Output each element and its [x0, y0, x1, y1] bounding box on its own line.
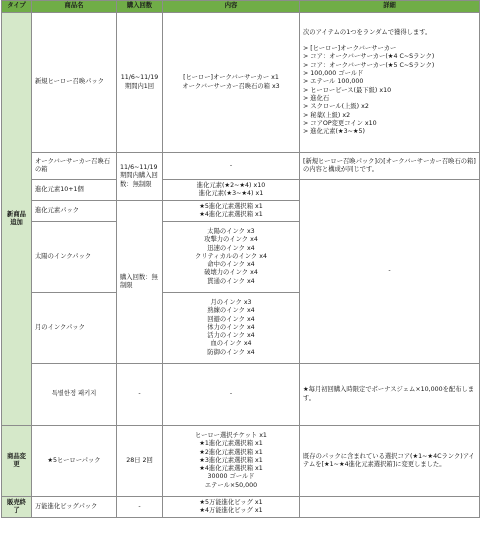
product-name: ★5ヒーローパック [32, 426, 117, 497]
product-name: 月のインクパック [32, 293, 117, 364]
content-cell: [ヒーロー]オークバーサーカー x1 オークバーサーカー召喚石の箱 x3 [163, 13, 300, 153]
table-row [2, 13, 480, 153]
product-name: 新規ヒーロー召喚パック [32, 13, 117, 153]
content-cell: 月のインク x3 熟練のインク x4 回避のインク x4 体力のインク x4 活力のインク x4 血のインク x4 防御のインク x4 [163, 293, 300, 364]
header-count: 購入回数 [117, 1, 163, 13]
header-detail: 詳細 [300, 1, 480, 13]
content-cell: 太陽のインク x3 攻撃力のインク x4 迅速のインク x4 クリティカルのインク x4 命中のインク x4 破壊力のインク x4 貫通のインク x4 [163, 222, 300, 293]
type-changed: 商品変更 [2, 426, 32, 497]
content-cell: ★5万能進化ビッグ x1 ★4万能進化ビッグ x1 [163, 497, 300, 518]
table-row [2, 426, 480, 497]
purchase-count: 28日 2回 [117, 426, 163, 497]
type-new: 新商品追加 [2, 13, 32, 426]
header-type: タイプ [2, 1, 32, 13]
detail-cell: 次のアイテムの1つをランダムで獲得します。 > [ヒーロー]オークバーサーカー > コア：オークバーサーカー(★4 C~Sランク) > コア：オークバーサーカー(★5 C~Sランク) > 100,000 ゴールド > エテール 100,000 > ヒーローピース(最下級) x10 > 進化石 > スクロール(上級) x2 > 秘薬(上級) x2 > コアOP変更コイン x10 > 進化元素(★3~★5) [300, 13, 480, 153]
table-row [2, 153, 480, 180]
purchase-count: 11/6~11/19 期間内1回 [117, 13, 163, 153]
detail-cell: ★毎月初回購入時限定でボーナスジェム×10,000を配布します。 [300, 364, 480, 426]
content-cell: ヒーロー選択チケット x1 ★1進化元素選択箱 x1 ★2進化元素選択箱 x1 ★3進化元素選択箱 x1 ★4進化元素選択箱 x1 30000 ゴールド エテール×50,000 [163, 426, 300, 497]
content-cell: - [163, 153, 300, 180]
purchase-count: 11/6~11/19 期間内購入回数：無制限 [117, 153, 163, 201]
table-row [2, 364, 480, 426]
header-content: 内容 [163, 1, 300, 13]
purchase-count: - [117, 497, 163, 518]
detail-cell: 既存のパックに含まれている選択コア(★1~★4Cランク)アイテムを[★1~★4進化元素選択箱]に変更しました。 [300, 426, 480, 497]
type-ended: 販売終了 [2, 497, 32, 518]
detail-cell [300, 497, 480, 518]
content-cell: - [163, 364, 300, 426]
product-name: 進化元素10+1個 [32, 180, 117, 201]
table-row [2, 497, 480, 518]
table-row [2, 180, 480, 201]
purchase-count: - [117, 364, 163, 426]
product-name: 万能進化ビッグパック [32, 497, 117, 518]
product-name: 특별한정 패키지 [32, 364, 117, 426]
header-row [2, 1, 480, 13]
detail-cell: [新規ヒーロー召喚パック]の[オークバーサーカー召喚石の箱]の内容と構成が同じです。 [300, 153, 480, 180]
header-name: 商品名 [32, 1, 117, 13]
product-name: オークバーサーカー召喚石の箱 [32, 153, 117, 180]
content-cell: 進化元素(★2~★4) x10 進化元素(★3~★4) x1 [163, 180, 300, 201]
content-cell: ★5進化元素選択箱 x1 ★4進化元素選択箱 x1 [163, 201, 300, 222]
product-name: 進化元素パック [32, 201, 117, 222]
purchase-count: 購入回数：無 制限 [117, 201, 163, 364]
detail-cell: - [300, 180, 480, 364]
product-name: 太陽のインクパック [32, 222, 117, 293]
notice-table [1, 0, 480, 518]
